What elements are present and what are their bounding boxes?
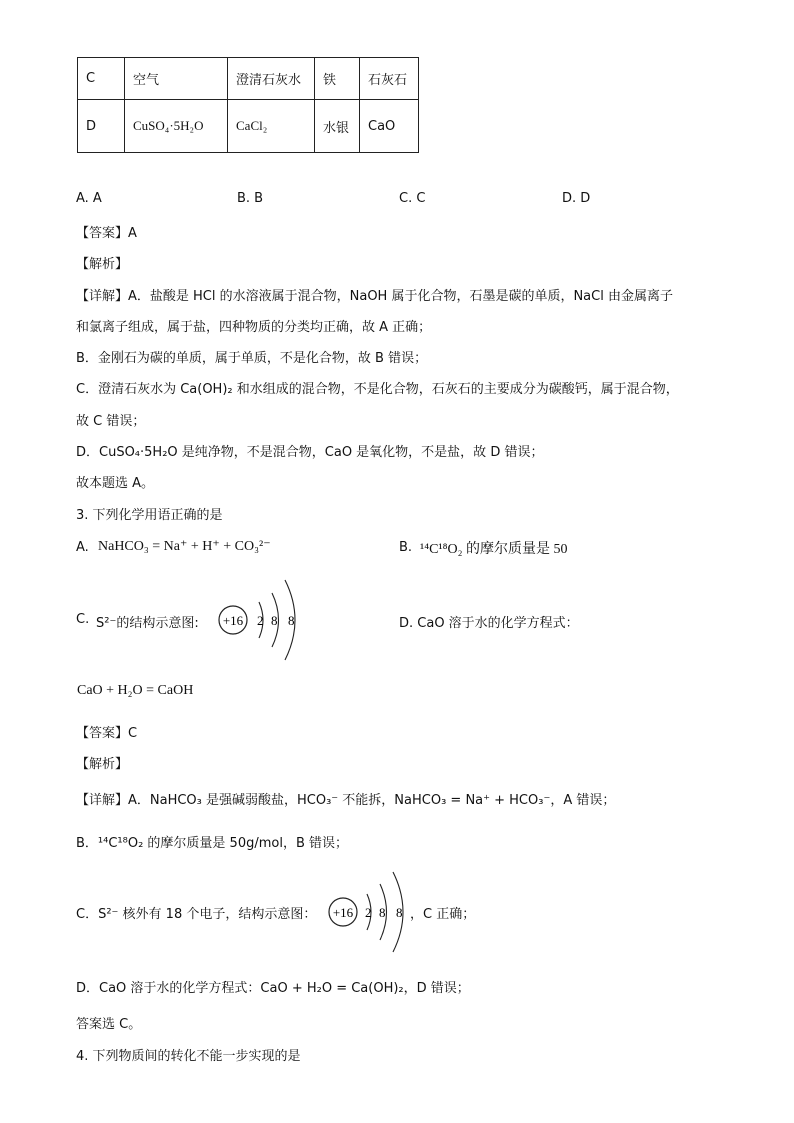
question-stem: 3. 下列化学用语正确的是 (76, 508, 223, 523)
table-cell-formula: CaCl₂ (228, 100, 315, 153)
detail-text: B．金刚石为碳的单质，属于单质，不是化合物，故 B 错误； (76, 351, 428, 366)
detail-text: 故 C 错误； (76, 414, 146, 429)
nucleus-charge: +16 (332, 905, 354, 920)
shell-electrons: 2 (365, 905, 372, 920)
atom-structure-diagram (215, 575, 315, 665)
option-label: A. (76, 540, 89, 555)
option-d: D. D (562, 191, 591, 206)
detail-text: C．S²⁻ 核外有 18 个电子，结构示意图： (76, 907, 317, 922)
table-cell: 石灰石 (360, 58, 419, 100)
shell-electrons: 8 (288, 613, 295, 628)
table-row (78, 58, 419, 100)
table-cell: C (78, 58, 125, 100)
detail-text: C．澄清石灰水为 Ca(OH)₂ 和水组成的混合物，不是化合物，石灰石的主要成分为碳酸钙，属于混合物， (76, 382, 679, 397)
conclusion-text: 答案选 C。 (76, 1017, 142, 1032)
analysis-label: 【解析】 (76, 257, 129, 272)
classification-table (77, 57, 419, 153)
conclusion-text: 故本题选 A。 (76, 476, 155, 491)
option-a: A. A (76, 191, 102, 206)
analysis-label: 【解析】 (76, 757, 129, 772)
table-cell: 澄清石灰水 (228, 58, 315, 100)
option-d-text: D. CaO 溶于水的化学方程式： (399, 616, 579, 631)
option-label: C. (76, 612, 90, 627)
detail-text: D．CuSO₄·5H₂O 是纯净物，不是混合物，CaO 是氧化物，不是盐，故 D 错误； (76, 445, 544, 460)
detail-text: D．CaO 溶于水的化学方程式：CaO + H₂O = Ca(OH)₂，D 错误； (76, 981, 470, 996)
answer-label: 【答案】A (76, 226, 137, 241)
table-row (78, 100, 419, 153)
nucleus-charge: +16 (222, 613, 244, 628)
question-stem: 4. 下列物质间的转化不能一步实现的是 (76, 1049, 301, 1064)
shell-electrons: 8 (271, 613, 278, 628)
detail-text: B．¹⁴C¹⁸O₂ 的摩尔质量是 50g/mol，B 错误； (76, 836, 349, 851)
answer-label: 【答案】C (76, 726, 138, 741)
detail-text: 【详解】A．盐酸是 HCl 的水溶液属于混合物，NaOH 属于化合物，石墨是碳的单质，NaCl 由金属离子 (76, 289, 673, 304)
option-c-text: S²⁻的结构示意图: (96, 616, 199, 631)
table-cell-formula: CuSO₄·5H₂O (125, 100, 228, 153)
option-b-text: ¹⁴C¹⁸O₂ 的摩尔质量是 50 (420, 542, 568, 557)
table-cell: 水银 (315, 100, 360, 153)
option-d-formula: CaO + H₂O = CaOH (77, 683, 194, 698)
shell-electrons: 2 (257, 613, 264, 628)
table-cell: D (78, 100, 125, 153)
option-c: C. C (399, 191, 426, 206)
detail-text: 和氯离子组成，属于盐，四种物质的分类均正确，故 A 正确； (76, 320, 432, 335)
table-cell: 铁 (315, 58, 360, 100)
option-a-formula: NaHCO₃ = Na⁺ + H⁺ + CO₃²⁻ (98, 539, 271, 554)
detail-text: ，C 正确； (410, 907, 476, 922)
table-cell: 空气 (125, 58, 228, 100)
shell-electrons: 8 (379, 905, 386, 920)
option-b: B. B (237, 191, 264, 206)
detail-text: 【详解】A．NaHCO₃ 是强碱弱酸盐，HCO₃⁻ 不能拆，NaHCO₃ = Na⁺ + HCO₃⁻，A 错误； (76, 793, 616, 808)
shell-electrons: 8 (396, 905, 403, 920)
option-label: B. (399, 540, 413, 555)
table-cell: CaO (360, 100, 419, 153)
